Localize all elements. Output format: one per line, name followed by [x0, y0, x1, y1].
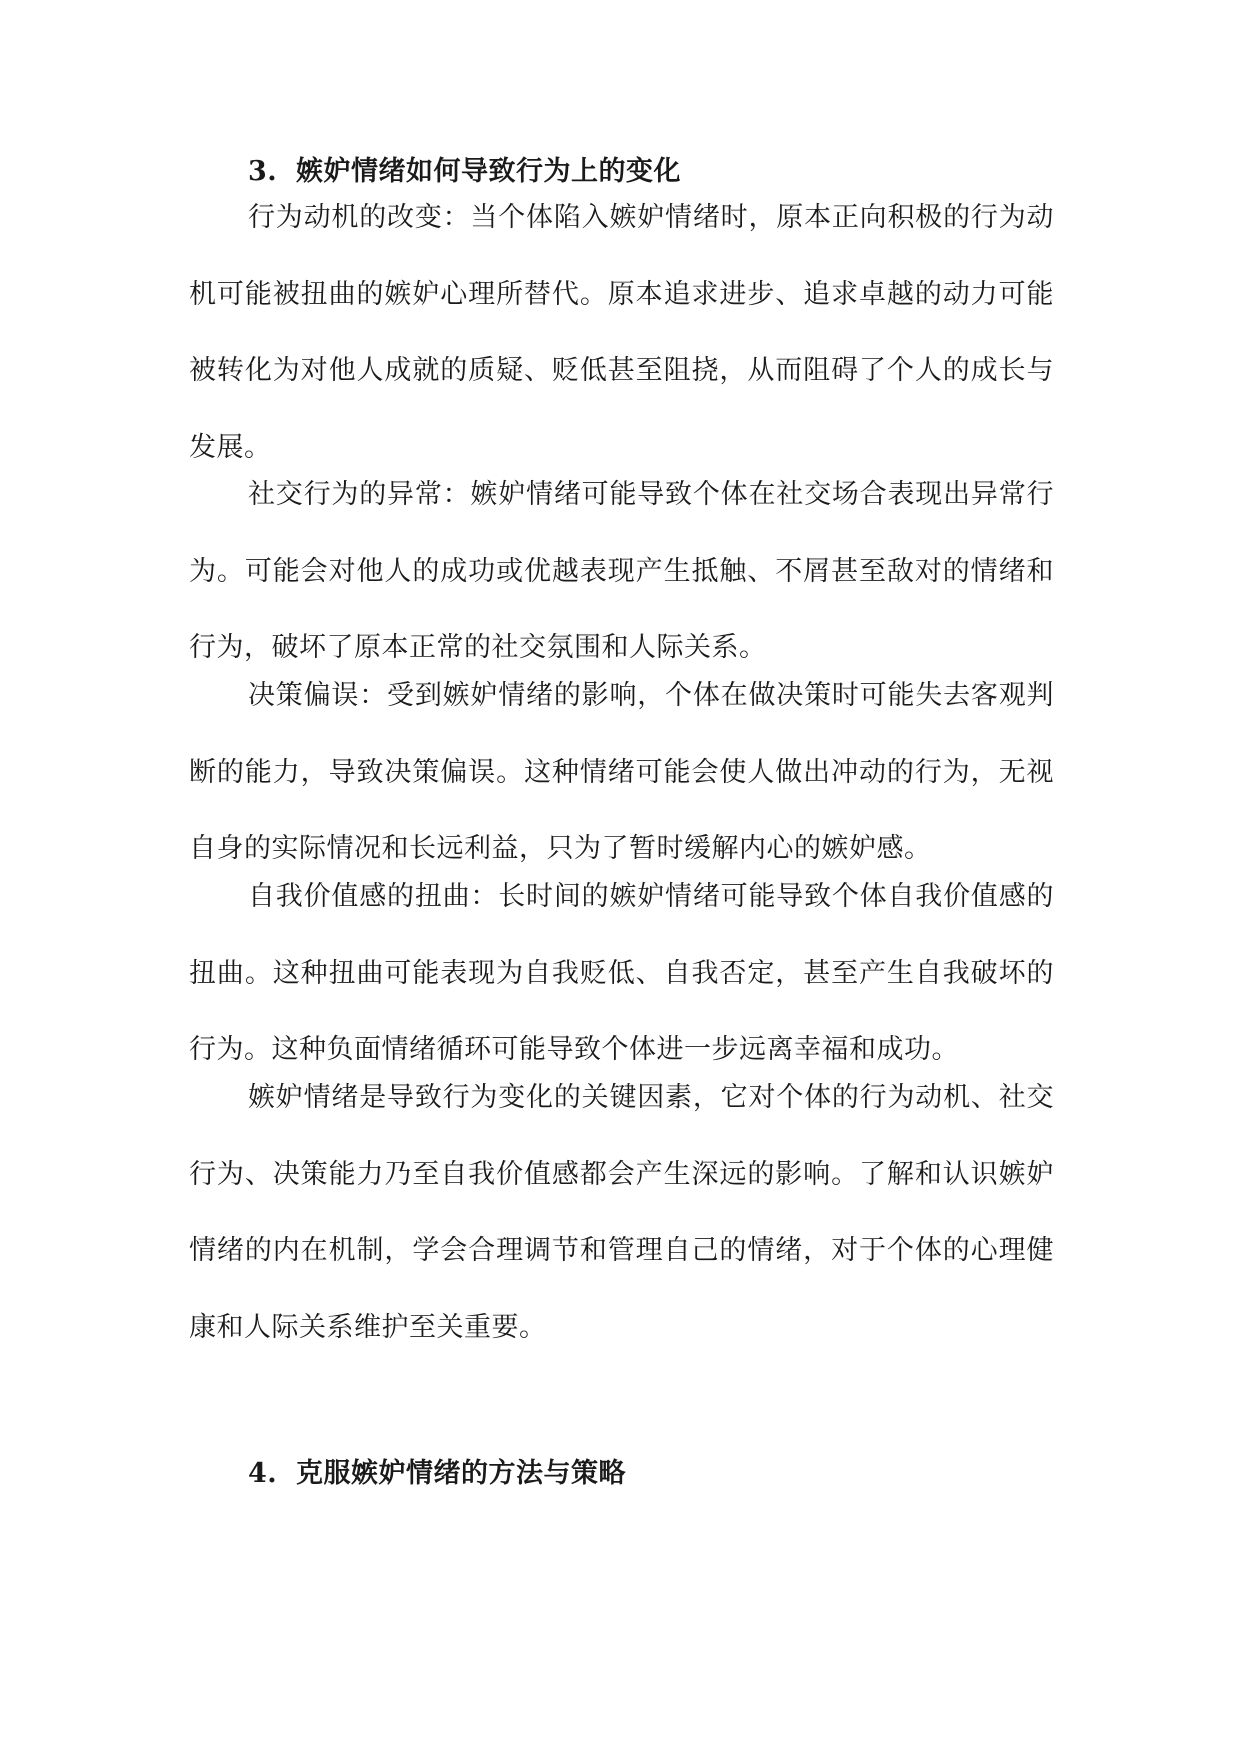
paragraph-summary: 嫉妒情绪是导致行为变化的关键因素，它对个体的行为动机、社交行为、决策能力乃至自我价值感都会产生深远的影响。了解和认识嫉妒情绪的内在机制，学会合理调节和管理自己的情绪，对于个体的心理健康和人际关系维护至关重要。: [189, 1082, 1054, 1343]
section-heading-4: [248, 1454, 626, 1494]
section-title: 嫉妒情绪如何导致行为上的变化: [296, 156, 681, 187]
section-number: 3.: [248, 156, 278, 187]
section-number: 4.: [248, 1458, 278, 1489]
paragraph-decision-bias: 决策偏误：受到嫉妒情绪的影响，个体在做决策时可能失去客观判断的能力，导致决策偏误。这种情绪可能会使人做出冲动的行为，无视自身的实际情况和长远利益，只为了暂时缓解内心的嫉妒感。: [189, 680, 1054, 864]
paragraph-behavior-motivation: 行为动机的改变：当个体陷入嫉妒情绪时，原本正向积极的行为动机可能被扭曲的嫉妒心理所替代。原本追求进步、追求卓越的动力可能被转化为对他人成就的质疑、贬低甚至阻挠，从而阻碍了个人的成长与发展。: [189, 202, 1054, 463]
paragraph-social-behavior: 社交行为的异常：嫉妒情绪可能导致个体在社交场合表现出异常行为。可能会对他人的成功或优越表现产生抵触、不屑甚至敌对的情绪和行为，破坏了原本正常的社交氛围和人际关系。: [189, 479, 1054, 663]
section-title: 克服嫉妒情绪的方法与策略: [296, 1458, 626, 1489]
paragraph-self-worth: 自我价值感的扭曲：长时间的嫉妒情绪可能导致个体自我价值感的扭曲。这种扭曲可能表现为自我贬低、自我否定，甚至产生自我破坏的行为。这种负面情绪循环可能导致个体进一步远离幸福和成功。: [189, 881, 1054, 1065]
